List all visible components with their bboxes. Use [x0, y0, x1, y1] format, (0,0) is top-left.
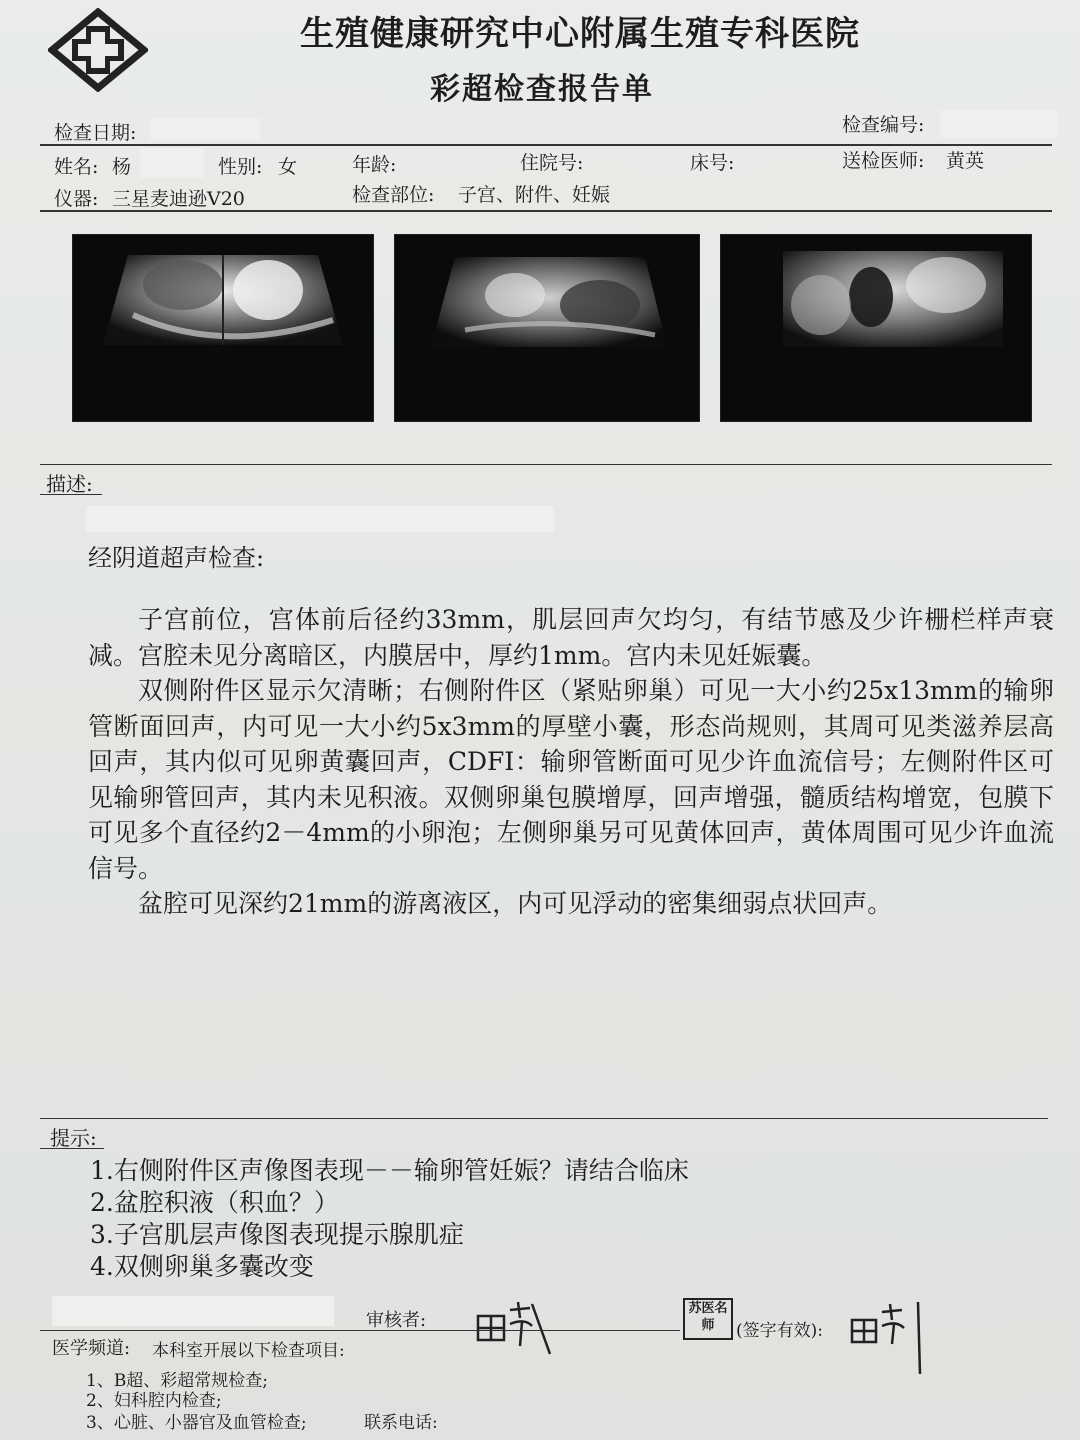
hints-divider	[40, 1118, 1048, 1119]
patient-info-divider	[40, 210, 1052, 212]
hints-label-underline	[40, 1148, 104, 1149]
exam-no-label: 检查编号:	[842, 114, 925, 136]
reviewer-label: 审核者:	[366, 1310, 427, 1331]
contact-label: 联系电话:	[364, 1413, 438, 1433]
exam-site-value: 子宫、附件、妊娠	[458, 184, 611, 206]
footer-item: 3、心脏、小器官及血管检查;	[86, 1413, 307, 1433]
signature-note: (签字有效):	[736, 1321, 823, 1341]
images-divider	[40, 464, 1052, 465]
gender-label: 性别:	[218, 156, 263, 178]
name-label: 姓名:	[54, 156, 99, 178]
exam-site-label: 检查部位:	[352, 184, 435, 206]
hint-item: 1.右侧附件区声像图表现－－输卵管妊娠？请结合临床	[90, 1156, 689, 1185]
hint-item: 3.子宫肌层声像图表现提示腺肌症	[90, 1220, 464, 1249]
redacted-name	[140, 148, 204, 178]
hint-item: 2.盆腔积液（积血？）	[90, 1188, 339, 1217]
ultrasound-image-1	[72, 234, 374, 422]
footer-item: 1、B超、彩超常规检查;	[86, 1371, 269, 1391]
device-value: 三星麦迪逊V20	[112, 188, 245, 210]
description-paragraph: 子宫前位，宫体前后径约33mm，肌层回声欠均匀，有结节感及少许栅栏样声衰减。宫腔未见分离暗区，内膜居中，厚约1mm。宫内未见妊娠囊。	[88, 605, 1054, 670]
exam-date-label: 检查日期:	[54, 122, 137, 144]
doctor-label: 送检医师:	[842, 150, 925, 172]
description-label-underline	[40, 494, 102, 495]
channel-intro: 本科室开展以下检查项目:	[152, 1341, 345, 1361]
channel-label: 医学频道:	[52, 1338, 131, 1359]
hint-item: 4.双侧卵巢多囊改变	[90, 1252, 314, 1281]
ultrasound-image-3	[720, 234, 1032, 422]
description-paragraph: 双侧附件区显示欠清晰；右侧附件区（紧贴卵巢）可见一大小约25x13mm的输卵管断面回声，内可见一大小约5x3mm的厚壁小囊，形态尚规则，其周可见类滋养层高回声，其内似可见卵黄囊回声，CDFI：输卵管断面可见少许血流信号；左侧附件区可见输卵管回声，其内未见积液。双侧卵巢包膜增厚，回声增强，髓质结构增宽，包膜下可见多个直径约2－4mm的小卵泡；左侧卵巢另可见黄体回声，黄体周围可见少许血流信号。	[88, 676, 1054, 883]
footer-item: 2、妇科腔内检查;	[86, 1391, 222, 1411]
doctor-stamp: 苏医名师	[683, 1298, 733, 1340]
device-label: 仪器:	[54, 188, 99, 210]
description-body	[88, 602, 1054, 922]
description-paragraph: 盆腔可见深约21mm的游离液区，内可见浮动的密集细弱点状回声。	[138, 889, 893, 918]
doctor-value: 黄英	[946, 150, 985, 172]
bed-no-label: 床号:	[690, 152, 735, 174]
exam-method: 经阴道超声检查:	[88, 544, 265, 572]
hospital-cross-logo-icon	[48, 8, 148, 92]
redacted-description-line	[86, 506, 554, 532]
redacted-exam-no	[940, 110, 1058, 138]
inpatient-no-label: 住院号:	[520, 152, 584, 174]
redacted-signoff-line	[52, 1296, 334, 1326]
description-label: 描述:	[46, 472, 93, 496]
hints-label: 提示:	[50, 1126, 97, 1150]
report-title: 彩超检查报告单	[430, 72, 654, 107]
gender-value: 女	[278, 156, 298, 178]
footer-divider	[40, 1330, 680, 1331]
hints-list	[90, 1155, 689, 1283]
ultrasound-image-2	[394, 234, 700, 422]
hospital-name: 生殖健康研究中心附属生殖专科医院	[300, 14, 860, 54]
age-label: 年龄:	[352, 154, 397, 176]
name-value: 杨	[112, 156, 132, 178]
reviewer-signature-icon	[470, 1296, 560, 1356]
redacted-exam-date	[150, 118, 260, 140]
doctor-signature-icon	[846, 1298, 936, 1378]
